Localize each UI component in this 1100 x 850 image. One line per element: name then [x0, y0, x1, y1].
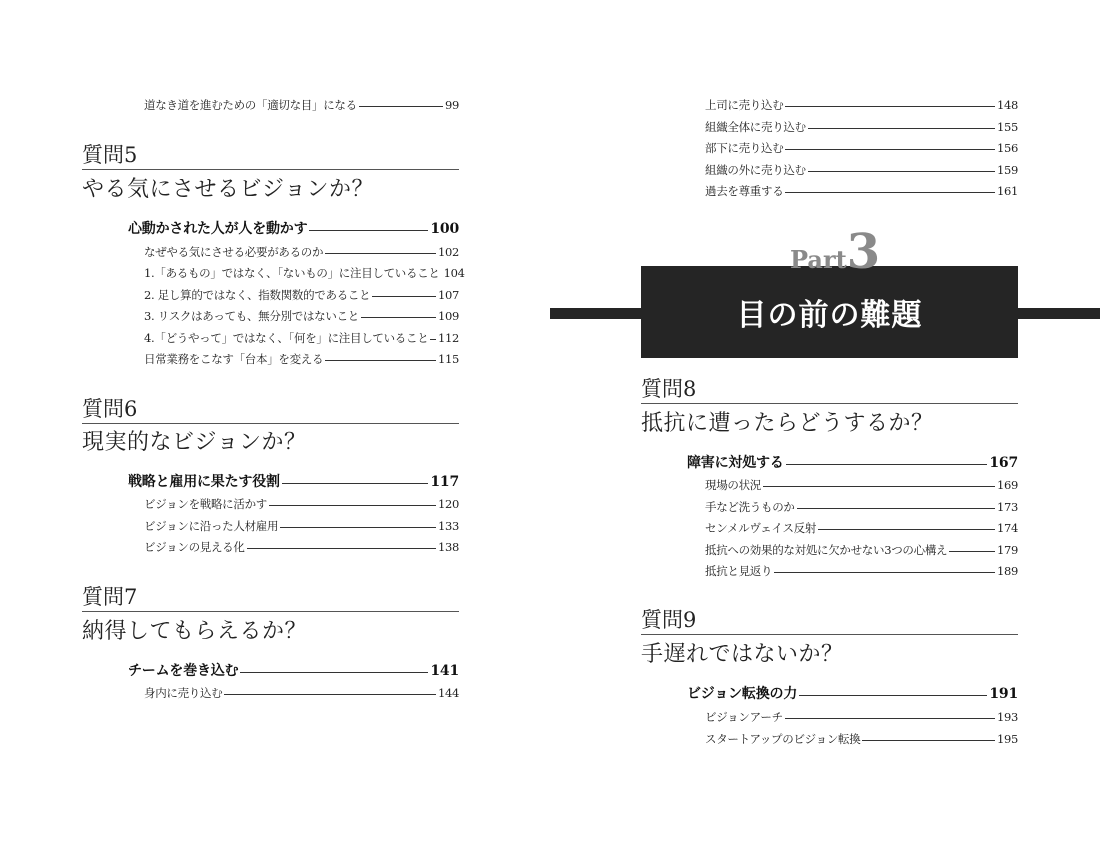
part-number: 3: [846, 224, 881, 280]
question-title: 納得してもらえるか？: [82, 619, 308, 644]
toc-section-entry: [128, 662, 459, 680]
toc-entry: [705, 732, 1018, 746]
toc-entry: [705, 98, 1018, 112]
leader-line: [785, 718, 995, 719]
leader-line: [763, 486, 995, 487]
leader-line: [430, 339, 436, 340]
leader-line: [325, 360, 436, 361]
leader-line: [240, 672, 428, 673]
page-number: 174: [996, 521, 1018, 535]
toc-entry: [144, 288, 459, 302]
toc-entry-text: 過去を尊重する: [705, 184, 784, 198]
toc-entry-text: ビジョンの見える化: [144, 540, 245, 554]
page-number: 148: [996, 98, 1018, 112]
leader-line: [247, 548, 436, 549]
question-heading: [82, 396, 459, 424]
toc-entry: [705, 521, 1018, 535]
part-word: Part: [790, 245, 847, 274]
question-heading: [82, 142, 459, 170]
page-number: 159: [996, 163, 1018, 177]
leader-line: [325, 253, 436, 254]
toc-section-text: チームを巻き込む: [128, 663, 239, 679]
question-heading: [641, 376, 1018, 404]
page-number: 102: [437, 245, 459, 259]
toc-entry-text: 現場の状況: [705, 478, 761, 492]
toc-entry-text: 3. リスクはあっても、無分別ではないこと: [144, 309, 359, 323]
leader-line: [808, 171, 995, 172]
question-label: 質問6: [82, 397, 138, 421]
page-number: 109: [437, 309, 459, 323]
page-number: 104: [443, 266, 465, 280]
page-number: 189: [996, 564, 1018, 578]
toc-entry-text: センメルヴェイス反射: [705, 521, 817, 535]
toc-entry-text: 抵抗への効果的な対処に欠かせない3つの心構え: [705, 543, 948, 557]
page-number: 195: [996, 732, 1018, 746]
page-number: 144: [437, 686, 459, 700]
toc-entry-text: 2. 足し算的ではなく、指数関数的であること: [144, 288, 371, 302]
toc-entry: [144, 309, 459, 323]
question-title: 現実的なビジョンか？: [82, 430, 307, 455]
toc-entry: [144, 540, 459, 554]
question-label: 質問8: [641, 377, 697, 401]
toc-entry-text: ビジョンを戦略に活かす: [144, 497, 267, 511]
right-page: [550, 0, 1100, 850]
page-number: 167: [989, 455, 1018, 471]
page-number: 179: [996, 543, 1018, 557]
page-number: 99: [444, 98, 459, 112]
leader-line: [774, 572, 995, 573]
toc-section-entry: [687, 454, 1018, 472]
toc-section-entry: [687, 685, 1018, 703]
toc-section-text: 障害に対処する: [687, 455, 784, 471]
toc-entry: [144, 686, 459, 700]
leader-line: [280, 527, 436, 528]
leader-line: [786, 464, 988, 465]
toc-entry: [705, 141, 1018, 155]
toc-entry-text: 上司に売り込む: [705, 98, 784, 112]
question-title: やる気にさせるビジョンか？: [82, 177, 375, 202]
toc-entry: [705, 120, 1018, 134]
leader-line: [799, 695, 987, 696]
toc-entry-text: 道なき道を進むための「適切な目」になる: [144, 98, 357, 112]
page-number: 120: [437, 497, 459, 511]
page-number: 133: [437, 519, 459, 533]
toc-section-entry: [128, 473, 459, 491]
toc-entry: [144, 519, 459, 533]
question-label: 質問9: [641, 608, 697, 632]
toc-entry-text: 手など洗うものか: [705, 500, 795, 514]
page-number: 112: [437, 331, 459, 345]
toc-entry: [705, 710, 1018, 724]
toc-entry: [705, 543, 1018, 557]
toc-entry: [144, 352, 459, 366]
toc-section-text: 心動かされた人が人を動かす: [128, 221, 308, 237]
page-number: 115: [437, 352, 459, 366]
leader-line: [949, 551, 995, 552]
toc-entry-text: スタートアップのビジョン転換: [705, 732, 861, 746]
toc-entry-text: 組織の外に売り込む: [705, 163, 806, 177]
toc-section-text: ビジョン転換の力: [687, 686, 798, 702]
leader-line: [359, 106, 443, 107]
toc-entry: [705, 564, 1018, 578]
part-title-box: [641, 266, 1018, 358]
question-heading: [641, 607, 1018, 635]
toc-entry: [144, 497, 459, 511]
page-number: 173: [996, 500, 1018, 514]
leader-line: [797, 508, 995, 509]
leader-line: [269, 505, 436, 506]
page-number: 141: [430, 663, 459, 679]
page-number: 155: [996, 120, 1018, 134]
toc-entry-text: 4.「どうやって」ではなく、「何を」に注目していること: [144, 331, 429, 345]
toc-entry-text: 身内に売り込む: [144, 686, 223, 700]
question-title: 抵抗に遭ったらどうするか？: [641, 411, 934, 436]
page-number: 107: [437, 288, 459, 302]
part-label: [790, 224, 881, 280]
toc-entry-text: 組織全体に売り込む: [705, 120, 806, 134]
leader-line: [785, 192, 995, 193]
toc-entry: [705, 500, 1018, 514]
toc-entry: [705, 478, 1018, 492]
question-title: 手遅れではないか？: [641, 642, 844, 667]
toc-entry: [705, 184, 1018, 198]
page-number: 138: [437, 540, 459, 554]
leader-line: [224, 694, 436, 695]
toc-entry-text: ビジョンに沿った人材雇用: [144, 519, 279, 533]
leader-line: [282, 483, 429, 484]
page-number: 100: [430, 221, 459, 237]
page-number: 161: [996, 184, 1018, 198]
toc-entry: [144, 331, 459, 345]
page-number: 191: [989, 686, 1018, 702]
toc-entry-text: 部下に売り込む: [705, 141, 784, 155]
question-label: 質問5: [82, 143, 138, 167]
leader-line: [372, 296, 436, 297]
page-number: 169: [996, 478, 1018, 492]
leader-line: [309, 230, 428, 231]
toc-entry-text: ビジョンアーチ: [705, 710, 783, 724]
toc-entry: [144, 266, 465, 280]
page-number: 117: [430, 474, 459, 490]
leader-line: [361, 317, 436, 318]
leader-line: [785, 149, 995, 150]
toc-entry-text: 抵抗と見返り: [705, 564, 773, 578]
part-title: 目の前の難題: [736, 298, 923, 333]
page-number: 193: [996, 710, 1018, 724]
leader-line: [808, 128, 995, 129]
toc-entry-text: 日常業務をこなす「台本」を変える: [144, 352, 324, 366]
leader-line: [862, 740, 995, 741]
toc-entry: [705, 163, 1018, 177]
toc-entry: [144, 98, 459, 112]
leader-line: [785, 106, 995, 107]
toc-entry-text: なぜやる気にさせる必要があるのか: [144, 245, 324, 259]
question-heading: [82, 584, 459, 612]
toc-section-entry: [128, 220, 459, 238]
toc-entry-text: 1.「あるもの」ではなく、「ないもの」に注目していること: [144, 266, 440, 280]
question-label: 質問7: [82, 585, 138, 609]
leader-line: [818, 529, 995, 530]
toc-entry: [144, 245, 459, 259]
page-number: 156: [996, 141, 1018, 155]
toc-section-text: 戦略と雇用に果たす役割: [128, 474, 280, 490]
